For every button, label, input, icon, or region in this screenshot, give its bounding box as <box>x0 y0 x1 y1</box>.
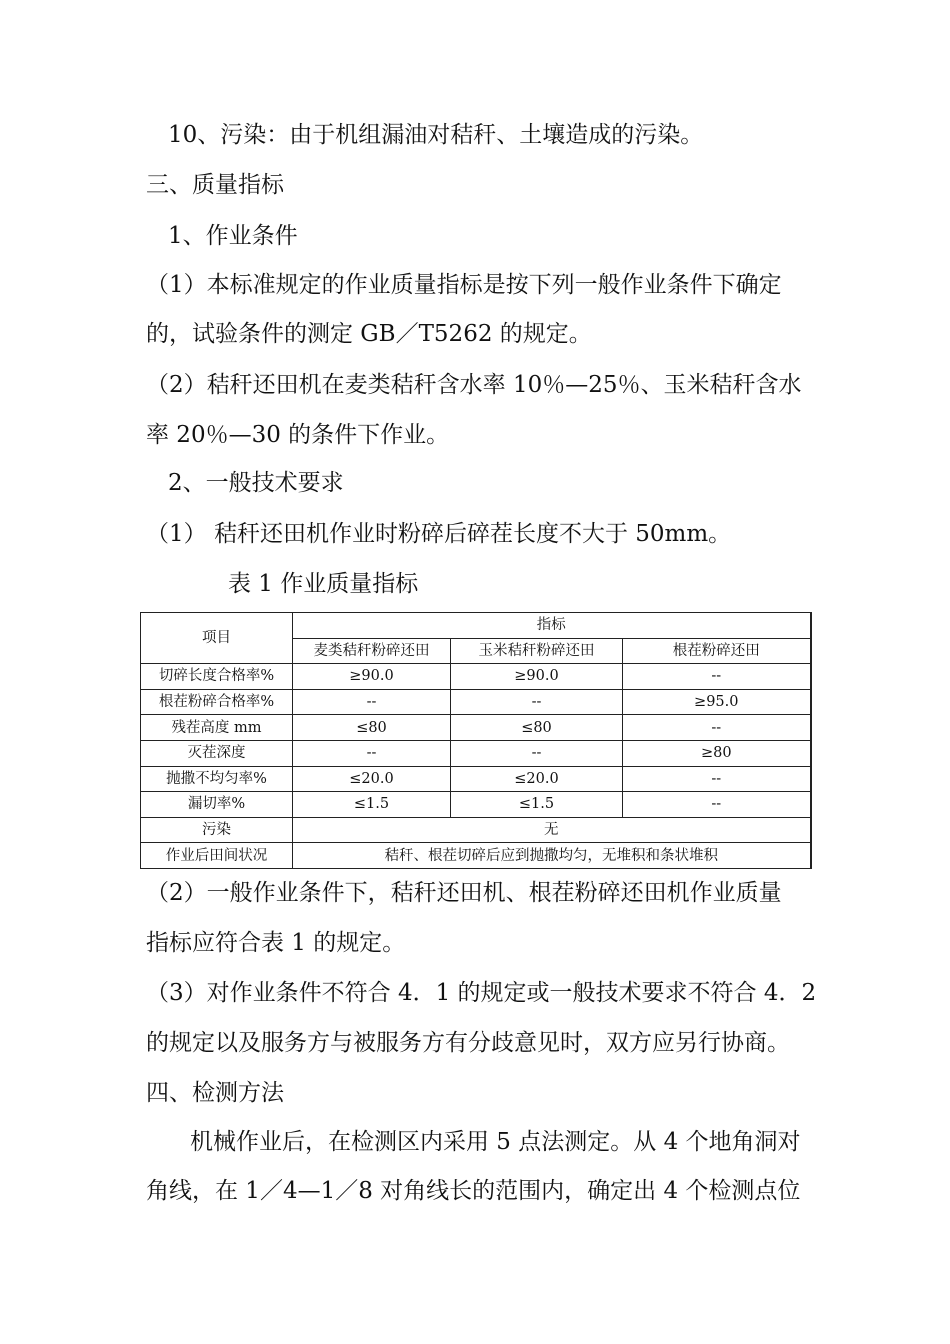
row-item-cell: 作业后田间状况 <box>141 843 293 869</box>
paragraph-line: （3）对作业条件不符合 4．1 的规定或一般技术要求不符合 4．2 <box>146 980 817 1006</box>
table-cell: ≥90.0 <box>293 664 451 690</box>
table-cell: ≤80 <box>451 715 623 741</box>
table-cell: ≤80 <box>293 715 451 741</box>
paragraph-line: （1）本标准规定的作业质量指标是按下列一般作业条件下确定 <box>146 272 782 298</box>
table-row <box>141 715 811 741</box>
table-row-field-condition <box>141 843 811 869</box>
table-row <box>141 689 811 715</box>
table-cell: -- <box>293 689 451 715</box>
header-indicator-cell: 指标 <box>293 613 811 639</box>
table-cell: ≤20.0 <box>451 766 623 792</box>
column-header: 玉米秸秆粉碎还田 <box>451 638 623 664</box>
row-item-cell: 根茬粉碎合格率% <box>141 689 293 715</box>
table-caption: 表 1 作业质量指标 <box>228 571 419 597</box>
section-heading-test-methods: 四、检测方法 <box>146 1080 284 1106</box>
table-row <box>141 664 811 690</box>
row-item-cell: 污染 <box>141 817 293 843</box>
table-cell-merged: 无 <box>293 817 811 843</box>
table-cell: -- <box>451 740 623 766</box>
table-cell-merged: 秸秆、根茬切碎后应到抛撒均匀，无堆积和条状堆积 <box>293 843 811 869</box>
row-item-cell: 漏切率% <box>141 792 293 818</box>
table-cell: ≥80 <box>623 740 811 766</box>
column-header: 根茬粉碎还田 <box>623 638 811 664</box>
row-item-cell: 灭茬深度 <box>141 740 293 766</box>
paragraph-line: 指标应符合表 1 的规定。 <box>146 930 406 956</box>
table-cell: -- <box>451 689 623 715</box>
paragraph-line: （1） 秸秆还田机作业时粉碎后碎茬长度不大于 50mm。 <box>146 521 732 547</box>
table-row <box>141 740 811 766</box>
table-header-row <box>141 613 811 639</box>
table-row-pollution <box>141 817 811 843</box>
paragraph-line: 的规定以及服务方与被服务方有分歧意见时，双方应另行协商。 <box>146 1030 790 1056</box>
row-item-cell: 抛撒不均匀率% <box>141 766 293 792</box>
paragraph-line: （2）秸秆还田机在麦类秸秆含水率 10％—25％、玉米秸秆含水 <box>146 372 802 398</box>
section-heading-quality-indicators: 三、质量指标 <box>146 172 284 198</box>
table-cell: ≤1.5 <box>293 792 451 818</box>
paragraph-line: 机械作业后，在检测区内采用 5 点法测定。从 4 个地角洞对 <box>190 1129 801 1155</box>
quality-indicator-table <box>140 612 812 869</box>
table-cell: ≤20.0 <box>293 766 451 792</box>
table-cell: -- <box>293 740 451 766</box>
subheading-general-requirements: 2、一般技术要求 <box>168 470 344 496</box>
paragraph-pollution-definition: 10、污染：由于机组漏油对秸秆、土壤造成的污染。 <box>168 122 704 148</box>
table-cell: ≥95.0 <box>623 689 811 715</box>
table-row <box>141 766 811 792</box>
table-cell: -- <box>623 792 811 818</box>
paragraph-line: 率 20％—30 的条件下作业。 <box>146 422 450 448</box>
column-header: 麦类秸秆粉碎还田 <box>293 638 451 664</box>
subheading-working-conditions: 1、作业条件 <box>168 223 298 249</box>
paragraph-line: 角线，在 1／4—1／8 对角线长的范围内，确定出 4 个检测点位 <box>146 1178 801 1204</box>
paragraph-line: （2）一般作业条件下，秸秆还田机、根茬粉碎还田机作业质量 <box>146 880 782 906</box>
paragraph-line: 的，试验条件的测定 GB／T5262 的规定。 <box>146 321 592 347</box>
table-cell: -- <box>623 766 811 792</box>
table-cell: ≤1.5 <box>451 792 623 818</box>
row-item-cell: 切碎长度合格率% <box>141 664 293 690</box>
table-cell: -- <box>623 664 811 690</box>
table-row <box>141 792 811 818</box>
header-item-cell: 项目 <box>141 613 293 664</box>
row-item-cell: 残茬高度 mm <box>141 715 293 741</box>
table-cell: -- <box>623 715 811 741</box>
table-cell: ≥90.0 <box>451 664 623 690</box>
